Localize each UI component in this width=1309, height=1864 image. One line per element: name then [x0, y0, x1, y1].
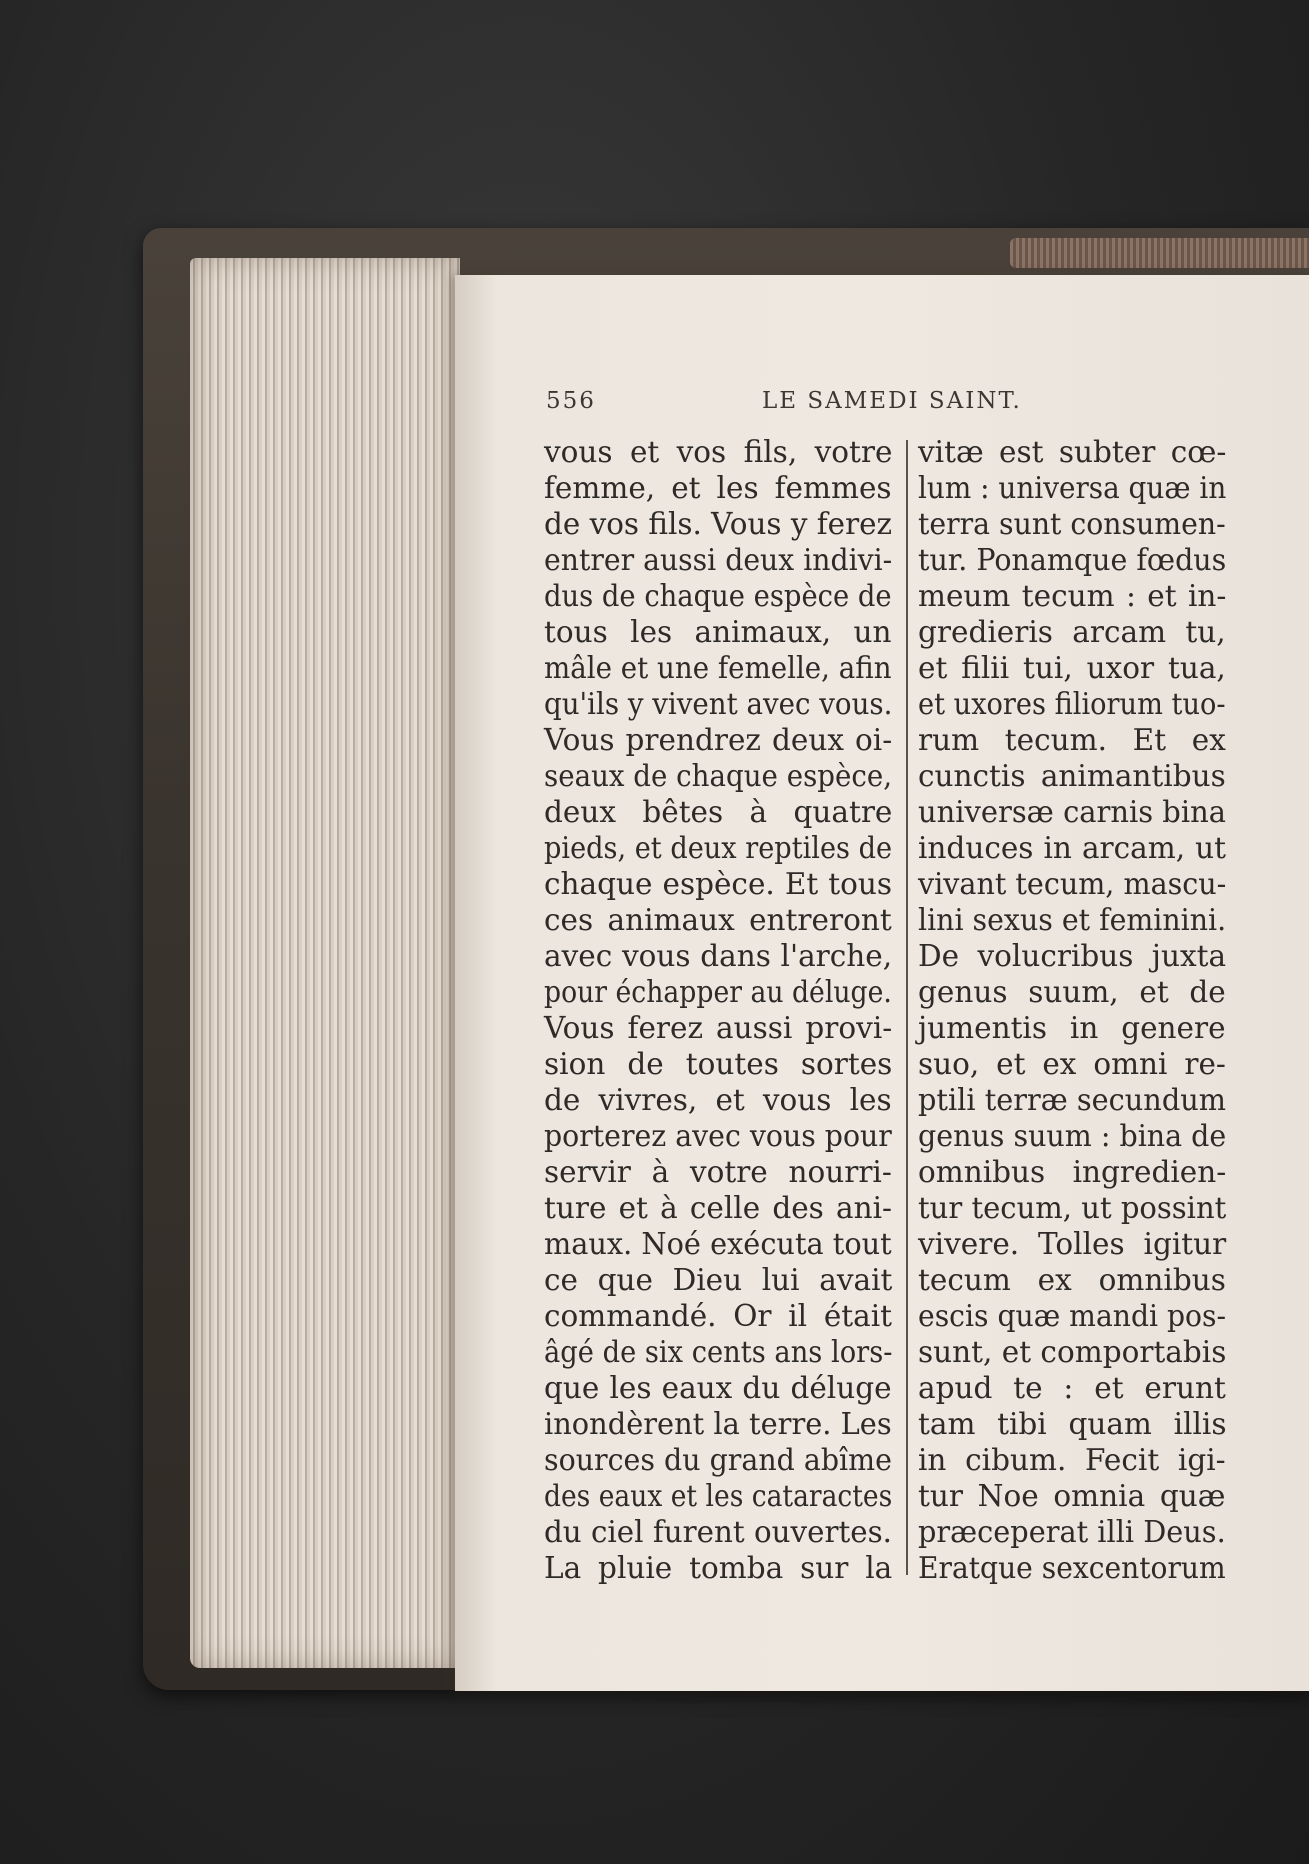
french-text-line: Vous prendrez deux oi- [544, 723, 893, 757]
french-text-line: pour échapper au déluge. [544, 975, 892, 1009]
french-text-line: du ciel furent ouvertes. [544, 1515, 893, 1549]
column-divider [906, 440, 908, 1575]
french-text-line: porterez avec vous pour [544, 1119, 892, 1153]
latin-text-line: tecum ex omnibus [918, 1263, 1226, 1297]
french-text-line: deux bêtes à quatre [544, 795, 893, 829]
french-text-line: qu'ils y vivent avec vous. [544, 687, 893, 721]
latin-text-line: vivere. Tolles igitur [918, 1227, 1227, 1261]
page-number: 556 [546, 388, 596, 414]
latin-text-line: universæ carnis bina [918, 795, 1226, 829]
french-text-line: mâle et une femelle, afin [544, 651, 892, 685]
latin-text-line: sunt, et comportabis [918, 1335, 1227, 1369]
latin-text-line: meum tecum : et in- [918, 579, 1227, 613]
latin-text-line: et filii tui, uxor tua, [918, 651, 1226, 685]
french-text-line: seaux de chaque espèce, [544, 759, 893, 793]
latin-text-line: De volucribus juxta [918, 939, 1227, 973]
latin-text-line: lini sexus et feminini. [918, 903, 1227, 937]
french-text-line: Vous ferez aussi provi- [544, 1011, 893, 1045]
latin-text-line: tur tecum, ut possint [918, 1191, 1227, 1225]
french-text-line: ture et à celle des ani- [544, 1191, 892, 1225]
latin-column [918, 434, 1226, 1586]
french-text-line: que les eaux du déluge [544, 1371, 892, 1405]
latin-text-line: genus suum : bina de [918, 1119, 1227, 1153]
latin-text-line: terra sunt consumen- [918, 507, 1226, 541]
french-text-line: de vivres, et vous les [544, 1083, 892, 1117]
latin-text-line: omnibus ingredien- [918, 1155, 1227, 1189]
french-column [544, 434, 892, 1586]
french-text-line: tous les animaux, un [544, 615, 892, 649]
french-text-line: maux. Noé exécuta tout [544, 1227, 892, 1261]
latin-text-line: jumentis in genere [918, 1011, 1226, 1045]
french-text-line: entrer aussi deux indivi- [544, 543, 893, 577]
french-text-line: sion de toutes sortes [544, 1047, 893, 1081]
french-text-line: inondèrent la terre. Les [544, 1407, 892, 1441]
french-text-line: pieds, et deux reptiles de [544, 831, 893, 865]
french-text-line: des eaux et les cataractes [544, 1479, 893, 1513]
latin-text-line: gredieris arcam tu, [918, 615, 1226, 649]
spine-headband [1010, 238, 1309, 268]
french-text-line: commandé. Or il était [544, 1299, 893, 1333]
latin-text-line: in cibum. Fecit igi- [918, 1443, 1226, 1477]
latin-text-line: tam tibi quam illis [918, 1407, 1227, 1441]
page-edges [190, 258, 460, 1668]
french-text-line: ces animaux entreront [544, 903, 892, 937]
french-text-line: dus de chaque espèce de [544, 579, 892, 613]
french-text-line: âgé de six cents ans lors- [544, 1335, 893, 1369]
latin-text-line: genus suum, et de [918, 975, 1226, 1009]
latin-text-line: tur. Ponamque fœdus [918, 543, 1227, 577]
latin-text-line: Eratque sexcentorum [918, 1551, 1226, 1585]
french-text-line: vous et vos fils, votre [544, 435, 893, 469]
running-title: LE SAMEDI SAINT. [762, 388, 1022, 414]
latin-text-line: præceperat illi Deus. [918, 1515, 1226, 1549]
french-text-line: femme, et les femmes [544, 471, 892, 505]
french-text-line: La pluie tomba sur la [544, 1551, 893, 1585]
latin-text-line: rum tecum. Et ex [918, 723, 1226, 757]
french-text-line: de vos fils. Vous y ferez [544, 507, 893, 541]
latin-text-line: induces in arcam, ut [918, 831, 1227, 865]
latin-text-line: ptili terræ secundum [918, 1083, 1227, 1117]
latin-text-line: escis quæ mandi pos- [918, 1299, 1227, 1333]
latin-text-line: vitæ est subter cœ- [918, 435, 1227, 469]
latin-text-line: suo, et ex omni re- [918, 1047, 1226, 1081]
latin-text-line: vivant tecum, mascu- [918, 867, 1227, 901]
french-text-line: servir à votre nourri- [544, 1155, 892, 1189]
french-text-line: chaque espèce. Et tous [544, 867, 893, 901]
french-text-line: avec vous dans l'arche, [544, 939, 893, 973]
latin-text-line: tur Noe omnia quæ [918, 1479, 1226, 1513]
french-text-line: ce que Dieu lui avait [544, 1263, 893, 1297]
latin-text-line: apud te : et erunt [918, 1371, 1226, 1405]
french-text-line: sources du grand abîme [544, 1443, 892, 1477]
latin-text-line: cunctis animantibus [918, 759, 1226, 793]
latin-text-line: lum : universa quæ in [918, 471, 1227, 505]
latin-text-line: et uxores filiorum tuo- [918, 687, 1226, 721]
